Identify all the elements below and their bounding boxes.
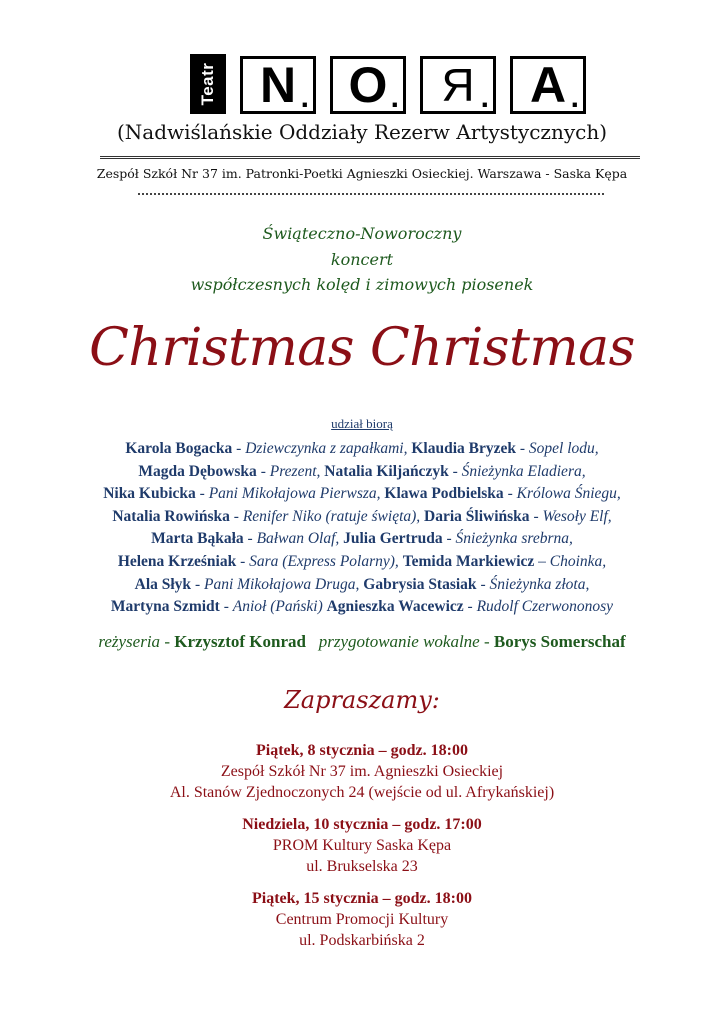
cast-role: Śnieżynka srebrna, xyxy=(455,530,573,548)
event-date: Niedziela, 10 stycznia – godz. 17:00 xyxy=(242,816,482,833)
cast-separator: - xyxy=(229,507,243,525)
event-date: Piątek, 8 stycznia – godz. 18:00 xyxy=(256,742,468,759)
cast-separator: - xyxy=(191,575,204,593)
cast-separator: - xyxy=(463,598,477,616)
cast-role: Choinka, xyxy=(549,552,607,570)
cast-member-name: Natalia Rowińska xyxy=(112,507,230,525)
concert-title: Christmas Christmas xyxy=(89,318,635,378)
credits xyxy=(0,632,724,652)
cast-role: Sopel lodu, xyxy=(528,440,599,457)
event-address: ul. Podskarbińska 2 xyxy=(299,932,425,949)
cast-separator: – xyxy=(534,552,550,570)
cast-member-name: Karola Bogacka xyxy=(125,440,233,457)
cast-role: Prezent, xyxy=(269,462,321,480)
logo-letter: Я xyxy=(441,59,475,111)
event-place: PROM Kultury Saska Kępa xyxy=(272,837,452,854)
teatr-label: Teatr xyxy=(198,62,217,106)
cast-role: Sara (Express Polarny), xyxy=(249,552,399,570)
director-name: Krzysztof Konrad xyxy=(174,632,306,651)
cast-heading: udział biorą xyxy=(331,416,393,431)
cast-member-name: Julia Gertruda xyxy=(343,530,443,548)
event xyxy=(0,888,724,951)
cast-role: Bałwan Olaf, xyxy=(256,530,340,548)
cast-separator: - xyxy=(476,575,490,593)
cast-line xyxy=(0,483,724,506)
cast-member-name: Marta Bąkała xyxy=(151,530,244,548)
cast-member-name: Temida Markiewicz xyxy=(402,552,535,570)
direction-separator: - xyxy=(160,632,175,651)
cast-member-name: Agnieszka Wacewicz xyxy=(326,598,464,616)
cast-member-name: Daria Śliwińska xyxy=(424,507,530,525)
event-address: Al. Stanów Zjednoczonych 24 (wejście od ul. Afrykańskiej) xyxy=(169,784,555,801)
logo-letter: N xyxy=(259,57,297,113)
cast-separator: - xyxy=(448,462,462,480)
vocal-label: przygotowanie wokalne xyxy=(318,632,480,651)
cast-separator: - xyxy=(195,485,209,503)
cast-role: Rudolf Czerwononosy xyxy=(476,598,614,616)
cast-member-name: Klaudia Bryzek xyxy=(411,440,516,457)
cast-role: Królowa Śniegu, xyxy=(516,485,621,503)
cast-separator: - xyxy=(232,440,246,457)
cast-line xyxy=(0,528,724,551)
cast-line xyxy=(0,551,724,574)
cast-role: Renifer Niko (ratuje święta), xyxy=(242,507,421,525)
cast-separator: - xyxy=(243,530,257,548)
invitation-heading: Zapraszamy: xyxy=(284,686,440,714)
logo-letter: A xyxy=(529,57,567,113)
cast-role: Dziewczynka z zapałkami, xyxy=(245,440,408,457)
logo-dot: . xyxy=(570,81,579,114)
logo-letter: O xyxy=(348,57,388,113)
cast-line xyxy=(0,596,724,619)
vocal-coach-name: Borys Somerschaf xyxy=(493,632,626,651)
cast-role: Anioł (Pański) xyxy=(232,598,323,616)
cast-member-name: Nika Kubicka xyxy=(103,485,196,503)
logo-dot: . xyxy=(390,81,399,114)
cast-separator: - xyxy=(503,485,517,503)
teatr-box xyxy=(190,54,226,114)
cast-role: Śnieżynka złota, xyxy=(489,575,590,593)
school-name: Zespół Szkół Nr 37 im. Patronki-Poetki Agnieszki Osieckiej. Warszawa - Saska Kępa xyxy=(96,166,628,181)
cast-line xyxy=(0,506,724,529)
cast-member-name: Ala Słyk xyxy=(134,575,192,593)
event-date: Piątek, 15 stycznia – godz. 18:00 xyxy=(252,890,472,907)
logo-letter-o xyxy=(330,56,406,114)
cast-list xyxy=(0,438,724,619)
cast-separator: - xyxy=(529,507,543,525)
cast-member-name: Helena Krześniak xyxy=(117,552,237,570)
event-place: Centrum Promocji Kultury xyxy=(275,911,449,928)
event xyxy=(0,814,724,877)
logo-dot: . xyxy=(300,81,309,114)
dotted-divider xyxy=(138,193,604,195)
intro-line-2: koncert xyxy=(330,250,394,269)
cast-separator: - xyxy=(219,598,233,616)
cast-separator: - xyxy=(236,552,250,570)
cast-role: Pani Mikołajowa Pierwsza, xyxy=(208,485,381,503)
logo-letter-a xyxy=(510,56,586,114)
double-divider xyxy=(100,156,640,159)
cast-separator: - xyxy=(256,462,270,480)
cast-member-name: Magda Dębowska xyxy=(138,462,257,480)
cast-line xyxy=(0,438,724,461)
cast-member-name: Martyna Szmidt xyxy=(110,598,220,616)
event-address: ul. Brukselska 23 xyxy=(306,858,418,875)
event-place: Zespół Szkół Nr 37 im. Agnieszki Osieckiej xyxy=(220,763,504,780)
cast-role: Pani Mikołajowa Druga, xyxy=(203,575,360,593)
cast-member-name: Gabrysia Stasiak xyxy=(363,575,477,593)
nora-logo xyxy=(190,52,586,114)
vocal-separator: - xyxy=(479,632,494,651)
cast-separator: - xyxy=(516,440,529,457)
cast-member-name: Natalia Kiljańczyk xyxy=(324,462,449,480)
cast-line xyxy=(0,461,724,484)
intro-line-1: Świąteczno-Noworoczny xyxy=(262,224,462,243)
logo-letter-n xyxy=(240,56,316,114)
cast-role: Śnieżynka Eladiera, xyxy=(461,462,586,480)
cast-member-name: Klawa Podbielska xyxy=(384,485,504,503)
logo-letter-ya xyxy=(420,56,496,114)
theatre-full-name: (Nadwiślańskie Oddziały Rezerw Artystycznych) xyxy=(116,120,608,144)
events-list xyxy=(0,740,724,962)
cast-separator: - xyxy=(442,530,456,548)
logo-dot: . xyxy=(480,81,489,114)
direction-label: reżyseria xyxy=(98,632,161,651)
intro-line-3: współczesnych kolęd i zimowych piosenek xyxy=(190,275,534,294)
cast-line xyxy=(0,574,724,597)
cast-role: Wesoły Elf, xyxy=(542,507,612,525)
event xyxy=(0,740,724,803)
